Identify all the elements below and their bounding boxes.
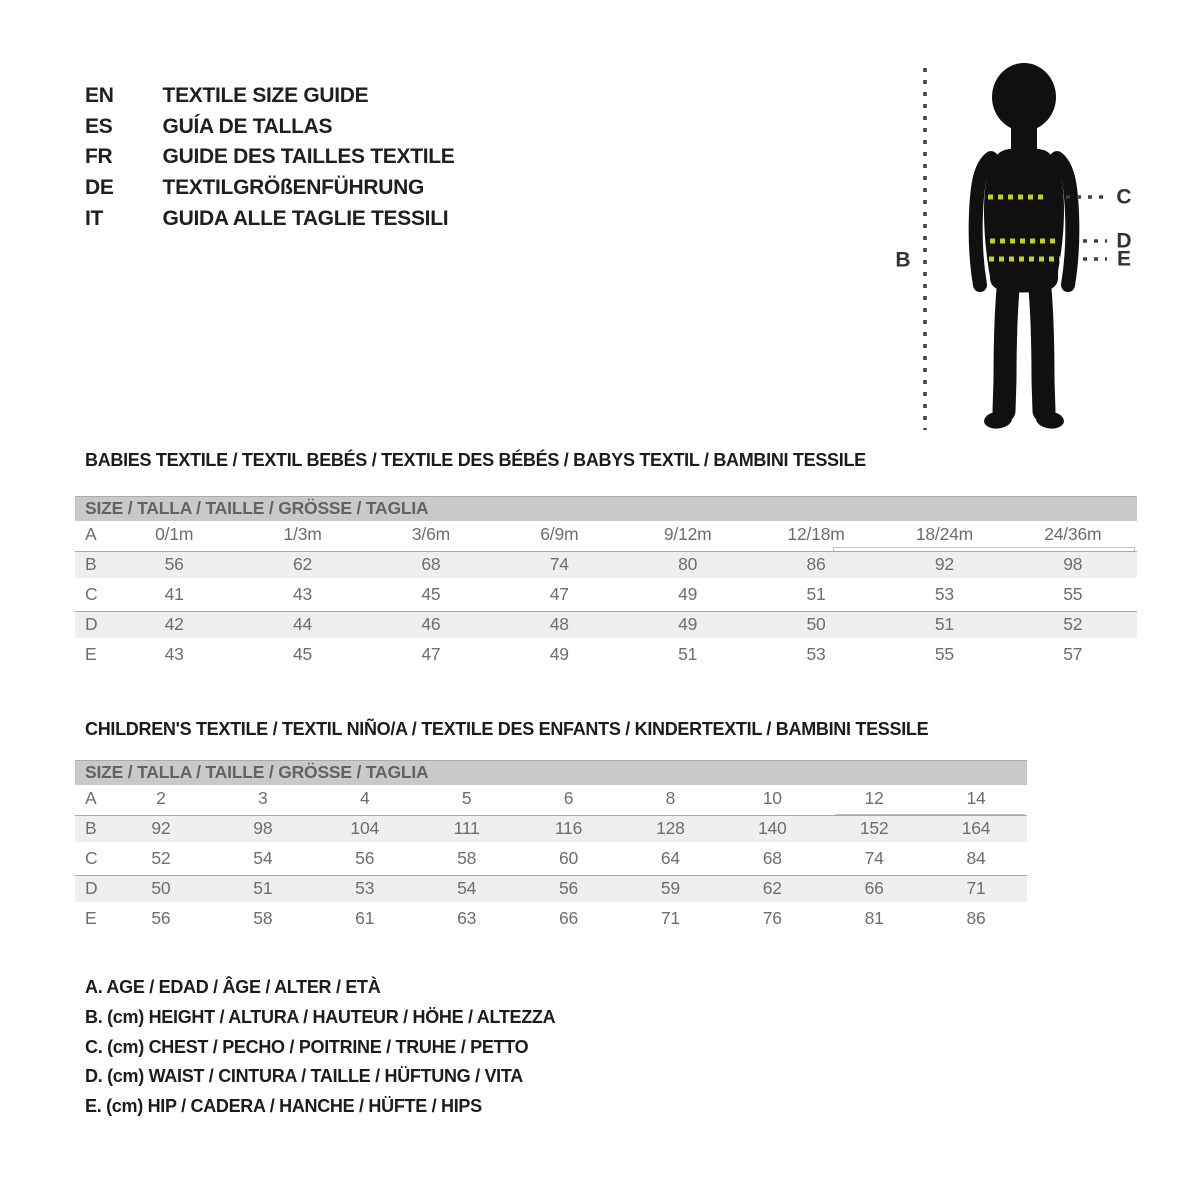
size-value-cell: 18/24m bbox=[915, 524, 974, 544]
size-value-cell: 1/3m bbox=[283, 524, 322, 544]
chest-label-c: C bbox=[1116, 185, 1132, 209]
lang-row-it bbox=[85, 204, 455, 235]
row-label: A bbox=[85, 524, 97, 544]
size-value-cell: 6/9m bbox=[540, 524, 579, 544]
size-value-cell: 58 bbox=[253, 908, 273, 928]
row-label: E bbox=[85, 908, 97, 928]
size-table-row-E bbox=[75, 905, 1027, 935]
size-value-cell: 52 bbox=[151, 848, 171, 868]
babies-table-rows bbox=[75, 521, 1137, 671]
size-value-cell: 12/18m bbox=[787, 524, 845, 544]
legend-hip: E. (cm) HIP / CADERA / HANCHE / HÜFTE / HIPS bbox=[85, 1096, 482, 1117]
legend-age: A. AGE / EDAD / ÂGE / ALTER / ETÀ bbox=[85, 977, 381, 997]
size-value-cell: 59 bbox=[660, 878, 680, 898]
lang-title: GUÍA DE TALLAS bbox=[162, 114, 333, 138]
lang-title: GUIDA ALLE TAGLIE TESSILI bbox=[162, 206, 449, 230]
lang-code: ES bbox=[85, 114, 113, 138]
child-silhouette-figure bbox=[880, 45, 1200, 460]
size-value-cell: 49 bbox=[678, 584, 698, 604]
size-value-cell: 14 bbox=[966, 788, 986, 808]
measurement-legend bbox=[85, 973, 555, 1122]
size-value-cell: 92 bbox=[151, 818, 171, 838]
lang-title: GUIDE DES TAILLES TEXTILE bbox=[162, 145, 455, 169]
size-value-cell: 3/6m bbox=[411, 524, 450, 544]
row-label: D bbox=[85, 878, 98, 898]
size-value-cell: 84 bbox=[966, 848, 986, 868]
size-header-band: SIZE / TALLA / TAILLE / GRÖSSE / TAGLIA bbox=[75, 760, 1027, 785]
size-value-cell: 4 bbox=[359, 788, 370, 808]
size-value-cell: 98 bbox=[1063, 554, 1083, 574]
size-value-cell: 24/36m bbox=[1044, 524, 1102, 544]
row-label: C bbox=[85, 848, 98, 868]
row-label: E bbox=[85, 644, 97, 664]
size-value-cell: 9/12m bbox=[663, 524, 712, 544]
size-value-cell: 43 bbox=[164, 644, 184, 664]
babies-section-heading: BABIES TEXTILE / TEXTIL BEBÉS / TEXTILE DES BÉBÉS / BABYS TEXTIL / BAMBINI TESSILE bbox=[85, 450, 866, 470]
lang-code: DE bbox=[85, 176, 114, 200]
size-table-row-C bbox=[75, 581, 1137, 611]
size-value-cell: 61 bbox=[355, 908, 375, 928]
lang-code: EN bbox=[85, 84, 114, 107]
size-value-cell: 53 bbox=[355, 878, 375, 898]
size-value-cell: 81 bbox=[864, 908, 884, 928]
size-value-cell: 3 bbox=[258, 788, 268, 808]
size-value-cell: 0/1m bbox=[155, 524, 194, 544]
size-value-cell: 68 bbox=[762, 848, 782, 868]
child-silhouette-icon bbox=[976, 63, 1073, 430]
lang-row-es bbox=[85, 112, 455, 143]
size-table-row-B bbox=[75, 551, 1137, 581]
size-table-row-D bbox=[75, 611, 1137, 641]
size-value-cell: 76 bbox=[762, 908, 782, 928]
size-value-cell: 80 bbox=[678, 554, 698, 574]
lang-title: TEXTILGRÖßENFÜHRUNG bbox=[162, 176, 425, 200]
size-value-cell: 51 bbox=[934, 614, 954, 634]
size-value-cell: 43 bbox=[293, 584, 313, 604]
size-value-cell: 64 bbox=[660, 848, 680, 868]
size-value-cell: 50 bbox=[151, 878, 171, 898]
size-value-cell: 56 bbox=[164, 554, 184, 574]
size-value-cell: 140 bbox=[757, 818, 787, 838]
size-value-cell: 56 bbox=[355, 848, 375, 868]
legend-waist: D. (cm) WAIST / CINTURA / TAILLE / HÜFTUNG / VITA bbox=[85, 1066, 523, 1087]
size-value-cell: 42 bbox=[164, 614, 184, 634]
size-value-cell: 50 bbox=[806, 614, 826, 634]
waist-label-d: D bbox=[1116, 229, 1132, 253]
height-label-b: B bbox=[895, 248, 911, 272]
size-value-cell: 62 bbox=[762, 878, 782, 898]
children-size-table bbox=[75, 760, 1027, 935]
size-value-cell: 60 bbox=[558, 848, 579, 868]
size-value-cell: 45 bbox=[421, 584, 441, 604]
size-value-cell: 45 bbox=[293, 644, 313, 664]
size-value-cell: 68 bbox=[421, 554, 441, 574]
size-value-cell: 48 bbox=[549, 614, 569, 634]
size-table-row-A bbox=[75, 521, 1137, 551]
size-value-cell: 92 bbox=[934, 554, 954, 574]
babies-size-table bbox=[75, 496, 1137, 671]
size-header-band: SIZE / TALLA / TAILLE / GRÖSSE / TAGLIA bbox=[75, 496, 1137, 521]
children-table-rows bbox=[75, 785, 1027, 935]
row-label: A bbox=[85, 788, 97, 808]
size-value-cell: 86 bbox=[806, 554, 826, 574]
size-value-cell: 10 bbox=[762, 788, 782, 808]
size-table-row-E bbox=[75, 641, 1137, 671]
size-value-cell: 74 bbox=[864, 848, 884, 868]
size-value-cell: 49 bbox=[549, 644, 569, 664]
size-value-cell: 12 bbox=[864, 788, 884, 808]
lang-title: TEXTILE SIZE GUIDE bbox=[162, 84, 369, 107]
legend-height: B. (cm) HEIGHT / ALTURA / HAUTEUR / HÖHE / ALTEZZA bbox=[85, 1006, 556, 1027]
legend-chest: C. (cm) CHEST / PECHO / POITRINE / TRUHE / PETTO bbox=[85, 1036, 529, 1057]
size-value-cell: 111 bbox=[453, 818, 480, 838]
size-value-cell: 104 bbox=[350, 818, 380, 838]
size-value-cell: 86 bbox=[966, 908, 986, 928]
size-value-cell: 128 bbox=[656, 818, 685, 838]
size-table-row-C bbox=[75, 845, 1027, 875]
hip-label-e: E bbox=[1116, 247, 1132, 271]
row-label: B bbox=[85, 818, 97, 838]
size-value-cell: 53 bbox=[806, 644, 826, 664]
size-value-cell: 54 bbox=[457, 878, 477, 898]
lang-row-fr bbox=[85, 142, 455, 173]
size-value-cell: 53 bbox=[934, 584, 954, 604]
size-value-cell: 41 bbox=[164, 584, 184, 604]
size-value-cell: 116 bbox=[554, 818, 583, 838]
size-value-cell: 56 bbox=[151, 908, 171, 928]
size-value-cell: 152 bbox=[859, 818, 889, 838]
size-value-cell: 44 bbox=[293, 614, 313, 634]
size-table-row-D bbox=[75, 875, 1027, 905]
size-value-cell: 51 bbox=[806, 584, 826, 604]
size-value-cell: 58 bbox=[457, 848, 477, 868]
size-value-cell: 71 bbox=[660, 908, 680, 928]
row-label: B bbox=[85, 554, 97, 574]
size-value-cell: 51 bbox=[678, 644, 698, 664]
size-value-cell: 52 bbox=[1063, 614, 1083, 634]
size-value-cell: 66 bbox=[864, 878, 884, 898]
size-value-cell: 2 bbox=[156, 788, 166, 808]
size-table-row-A bbox=[75, 785, 1027, 815]
size-value-cell: 54 bbox=[253, 848, 273, 868]
size-value-cell: 71 bbox=[966, 878, 986, 898]
language-title-list bbox=[85, 81, 455, 234]
size-value-cell: 51 bbox=[253, 878, 273, 898]
size-value-cell: 56 bbox=[558, 878, 579, 898]
size-value-cell: 47 bbox=[421, 644, 441, 664]
size-value-cell: 66 bbox=[558, 908, 579, 928]
size-value-cell: 164 bbox=[961, 818, 991, 838]
size-value-cell: 47 bbox=[549, 584, 569, 604]
size-value-cell: 55 bbox=[1063, 584, 1083, 604]
size-value-cell: 62 bbox=[293, 554, 313, 574]
size-value-cell: 8 bbox=[665, 788, 676, 808]
row-label: C bbox=[85, 584, 98, 604]
lang-code: IT bbox=[85, 206, 104, 230]
size-value-cell: 57 bbox=[1063, 644, 1083, 664]
size-value-cell: 49 bbox=[678, 614, 698, 634]
size-value-cell: 63 bbox=[457, 908, 477, 928]
size-value-cell: 55 bbox=[934, 644, 954, 664]
size-table-row-B bbox=[75, 815, 1027, 845]
size-value-cell: 46 bbox=[421, 614, 441, 634]
lang-row-de bbox=[85, 173, 455, 204]
size-value-cell: 74 bbox=[549, 554, 569, 574]
size-value-cell: 6 bbox=[563, 788, 574, 808]
size-value-cell: 5 bbox=[461, 788, 472, 808]
lang-row-en bbox=[85, 81, 455, 112]
row-label: D bbox=[85, 614, 98, 634]
lang-code: FR bbox=[85, 145, 113, 169]
children-section-heading: CHILDREN'S TEXTILE / TEXTIL NIÑO/A / TEXTILE DES ENFANTS / KINDERTEXTIL / BAMBINI TESSILE bbox=[85, 719, 929, 739]
size-value-cell: 98 bbox=[253, 818, 273, 838]
